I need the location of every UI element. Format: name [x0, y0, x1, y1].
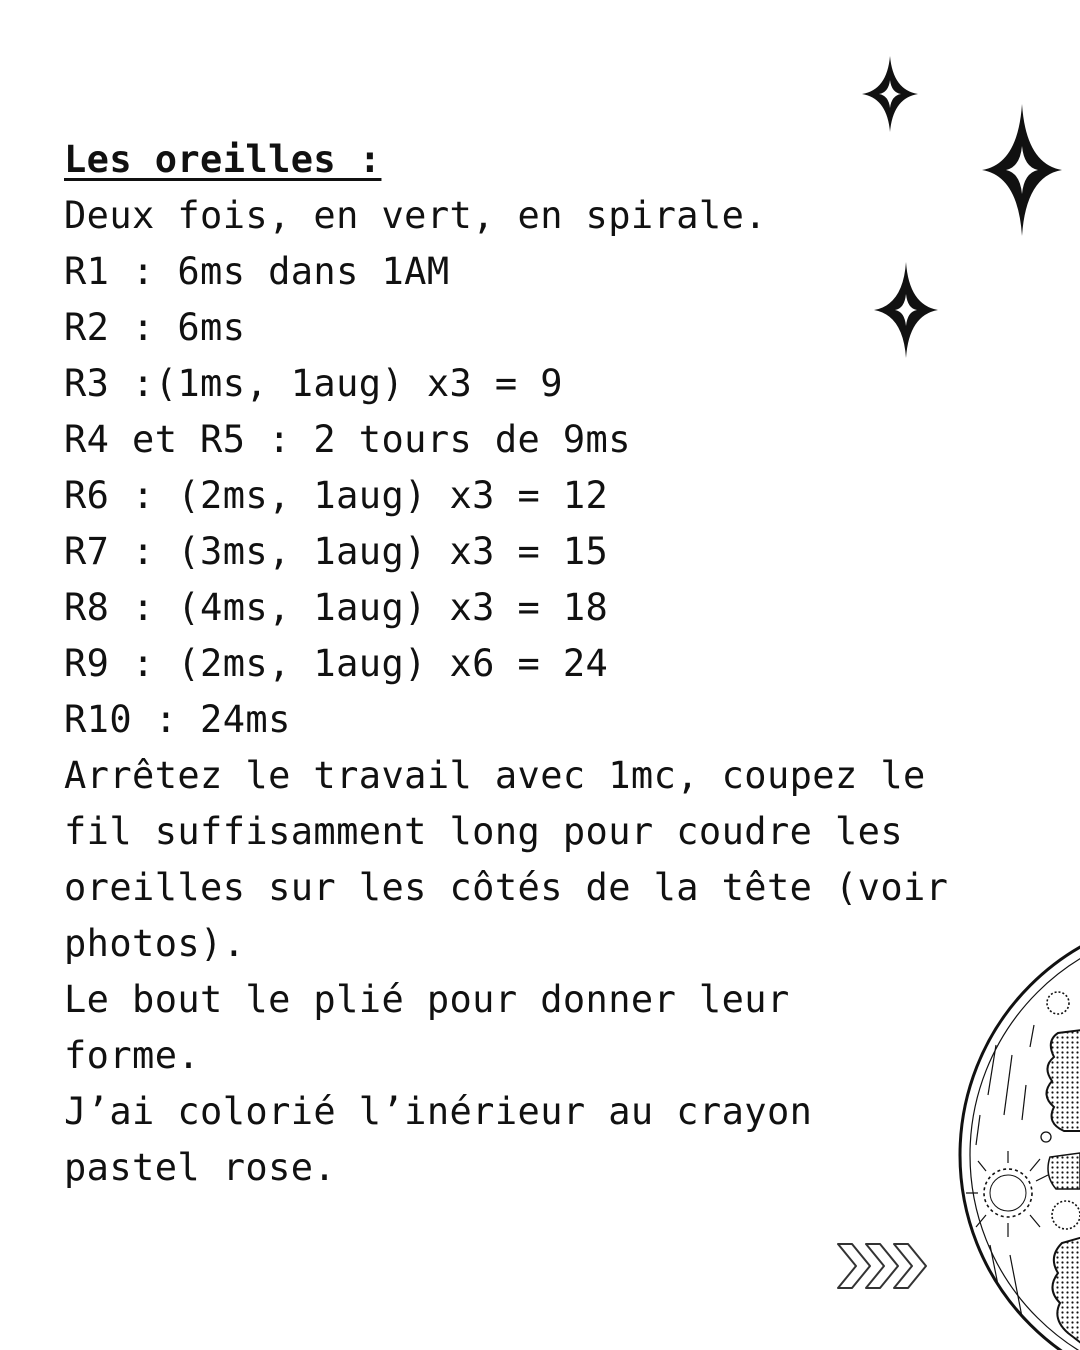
row-instruction: R2 : 6ms	[64, 306, 246, 349]
row-instruction: R3 :(1ms, 1aug) x3 = 9	[64, 362, 563, 405]
row-instruction: R1 : 6ms dans 1AM	[64, 250, 450, 293]
next-chevrons-icon	[836, 1240, 932, 1292]
intro-line: Deux fois, en vert, en spirale.	[64, 194, 767, 237]
row-instruction: R8 : (4ms, 1aug) x3 = 18	[64, 586, 609, 629]
row-instruction: R4 et R5 : 2 tours de 9ms	[64, 418, 631, 461]
finishing-instructions: Arrêtez le travail avec 1mc, coupez le fil suffisamment long pour coudre les oreilles sur les côtés de la tête (voir photos).	[64, 754, 949, 965]
moon-illustration-icon	[950, 945, 1080, 1350]
coloring-note: J’ai colorié l’inérieur au crayon pastel rose.	[64, 1090, 813, 1189]
pattern-text	[64, 132, 1014, 1196]
section-heading: Les oreilles :	[64, 138, 382, 181]
sparkle-star-icon	[862, 56, 918, 132]
row-instruction: R10 : 24ms	[64, 698, 291, 741]
row-instruction: R7 : (3ms, 1aug) x3 = 15	[64, 530, 609, 573]
row-instruction: R9 : (2ms, 1aug) x6 = 24	[64, 642, 609, 685]
row-instruction: R6 : (2ms, 1aug) x3 = 12	[64, 474, 609, 517]
shaping-note: Le bout le plié pour donner leur forme.	[64, 978, 790, 1077]
